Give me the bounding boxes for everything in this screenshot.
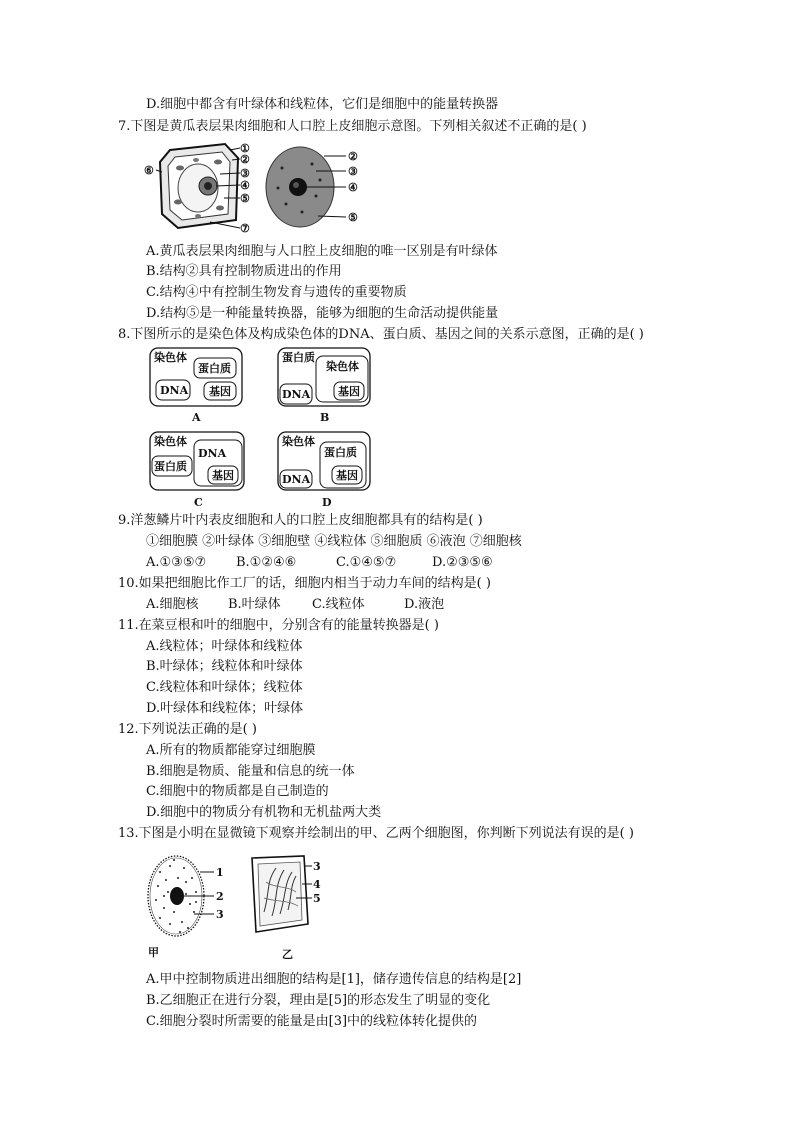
jia-label-1: 1	[216, 866, 224, 879]
panel-d-outer-label: 染色体	[282, 435, 315, 448]
yi-label-3: 3	[313, 860, 321, 873]
cell-yi-diagram	[252, 856, 321, 961]
panel-a-box3: 基因	[209, 385, 231, 398]
yi-label-4: 4	[313, 878, 321, 891]
question-10: 10.如果把细胞比作工厂的话，细胞内相当于动力车间的结构是( )	[118, 576, 491, 591]
panel-c	[150, 432, 244, 509]
question-13: 13.下图是小明在显微镜下观察并绘制出的甲、乙两个细胞图，你判断下列说法有误的是( )	[118, 826, 634, 841]
cell-jia-diagram	[148, 856, 224, 959]
q7-option-c: C.结构④中有控制生物发育与遗传的重要物质	[146, 285, 407, 300]
panel-a-box2: DNA	[160, 384, 189, 397]
q12-option-b: B.细胞是物质、能量和信息的统一体	[146, 764, 355, 779]
jia-caption: 甲	[148, 946, 159, 959]
panel-c-outer-label: 染色体	[154, 435, 187, 448]
figure-13-cells	[140, 852, 340, 964]
question-11: 11.在菜豆根和叶的细胞中，分别含有的能量转换器是( )	[118, 618, 439, 633]
panel-a-outer-label: 染色体	[154, 351, 187, 364]
panel-b-box1: 染色体	[326, 360, 359, 373]
panel-a-letter: A	[192, 411, 201, 424]
panel-a-box1: 蛋白质	[198, 362, 231, 375]
animal-label-2: ②	[348, 150, 358, 163]
question-8: 8.下图所示的是染色体及构成染色体的DNA、蛋白质、基因之间的关系示意图，正确的是( )	[118, 327, 644, 342]
jia-label-3: 3	[216, 908, 224, 921]
q11-option-d: D.叶绿体和线粒体；叶绿体	[146, 701, 304, 716]
q7-option-b: B.结构②具有控制物质进出的作用	[146, 264, 342, 279]
panel-a	[150, 348, 242, 424]
plant-label-6: ⑥	[144, 164, 154, 177]
animal-cell-diagram	[266, 147, 358, 227]
panel-b-box3: 基因	[338, 385, 360, 398]
q7-option-a: A.黄瓜表层果肉细胞与人口腔上皮细胞的唯一区别是有叶绿体	[146, 244, 498, 259]
q6-option-d: D.细胞中都含有叶绿体和线粒体，它们是细胞中的能量转换器	[146, 97, 499, 112]
panel-c-box3: 基因	[212, 469, 234, 482]
panel-c-box1: 蛋白质	[154, 460, 187, 473]
q7-option-d: D.结构⑤是一种能量转换器，能够为细胞的生命活动提供能量	[146, 306, 499, 321]
q11-option-a: A.线粒体；叶绿体和线粒体	[146, 639, 303, 654]
yi-caption: 乙	[282, 948, 293, 961]
animal-label-3: ③	[348, 165, 358, 178]
q12-option-d: D.细胞中的物质分有机物和无机盐两大类	[146, 805, 382, 820]
animal-label-4: ④	[348, 181, 358, 194]
q10-option-c: C.线粒体	[312, 597, 365, 612]
q13-option-a: A.甲中控制物质进出细胞的结构是[1]，储存遗传信息的结构是[2]	[146, 972, 522, 987]
panel-b-box2: DNA	[282, 388, 311, 401]
plant-label-2: ②	[240, 153, 250, 166]
figure-8-chromosome-options	[148, 346, 374, 510]
yi-label-5: 5	[313, 892, 321, 905]
panel-c-box2: DNA	[198, 447, 227, 460]
q11-option-c: C.线粒体和叶绿体；线粒体	[146, 680, 303, 695]
question-9: 9.洋葱鳞片叶内表皮细胞和人的口腔上皮细胞都具有的结构是( )	[118, 513, 483, 528]
panel-c-letter: C	[194, 496, 203, 509]
question-7: 7.下图是黄瓜表层果肉细胞和人口腔上皮细胞示意图。下列相关叙述不正确的是( )	[118, 119, 587, 134]
q12-option-c: C.细胞中的物质都是自己制造的	[146, 784, 329, 799]
plant-label-1: ①	[240, 142, 250, 155]
panel-b-outer-label: 蛋白质	[282, 351, 315, 364]
plant-label-4: ④	[240, 179, 250, 192]
panel-b-letter: B	[320, 411, 330, 424]
q10-option-b: B.叶绿体	[228, 597, 281, 612]
plant-label-3: ③	[240, 167, 250, 180]
q12-option-a: A.所有的物质都能穿过细胞膜	[146, 743, 316, 758]
panel-d-box2: DNA	[282, 473, 311, 486]
q10-option-a: A.细胞核	[146, 597, 199, 612]
q9-option-a: A.①③⑤⑦	[146, 555, 207, 570]
plant-cell-diagram	[144, 142, 250, 235]
q10-option-d: D.液泡	[404, 597, 445, 612]
q9-items: ①细胞膜 ②叶绿体 ③细胞壁 ④线粒体 ⑤细胞质 ⑥液泡 ⑦细胞核	[146, 534, 522, 549]
figure-7-cells	[140, 140, 380, 238]
q9-option-b: B.①②④⑥	[236, 555, 297, 570]
q11-option-b: B.叶绿体；线粒体和叶绿体	[146, 659, 303, 674]
animal-label-5: ⑤	[348, 211, 358, 224]
question-12: 12.下列说法正确的是( )	[118, 722, 257, 737]
plant-label-5: ⑤	[240, 192, 250, 205]
q13-option-b: B.乙细胞正在进行分裂，理由是[5]的形态发生了明显的变化	[146, 993, 491, 1008]
q9-option-d: D.②③⑤⑥	[432, 555, 493, 570]
panel-d-letter: D	[322, 496, 332, 509]
plant-label-7: ⑦	[240, 222, 250, 235]
q9-option-c: C.①④⑤⑦	[336, 555, 397, 570]
panel-b	[278, 348, 370, 424]
jia-label-2: 2	[216, 890, 224, 903]
panel-d	[278, 432, 370, 509]
q13-option-c: C.细胞分裂时所需要的能量是由[3]中的线粒体转化提供的	[146, 1014, 478, 1029]
panel-d-box1: 蛋白质	[324, 446, 357, 459]
panel-d-box3: 基因	[336, 469, 358, 482]
